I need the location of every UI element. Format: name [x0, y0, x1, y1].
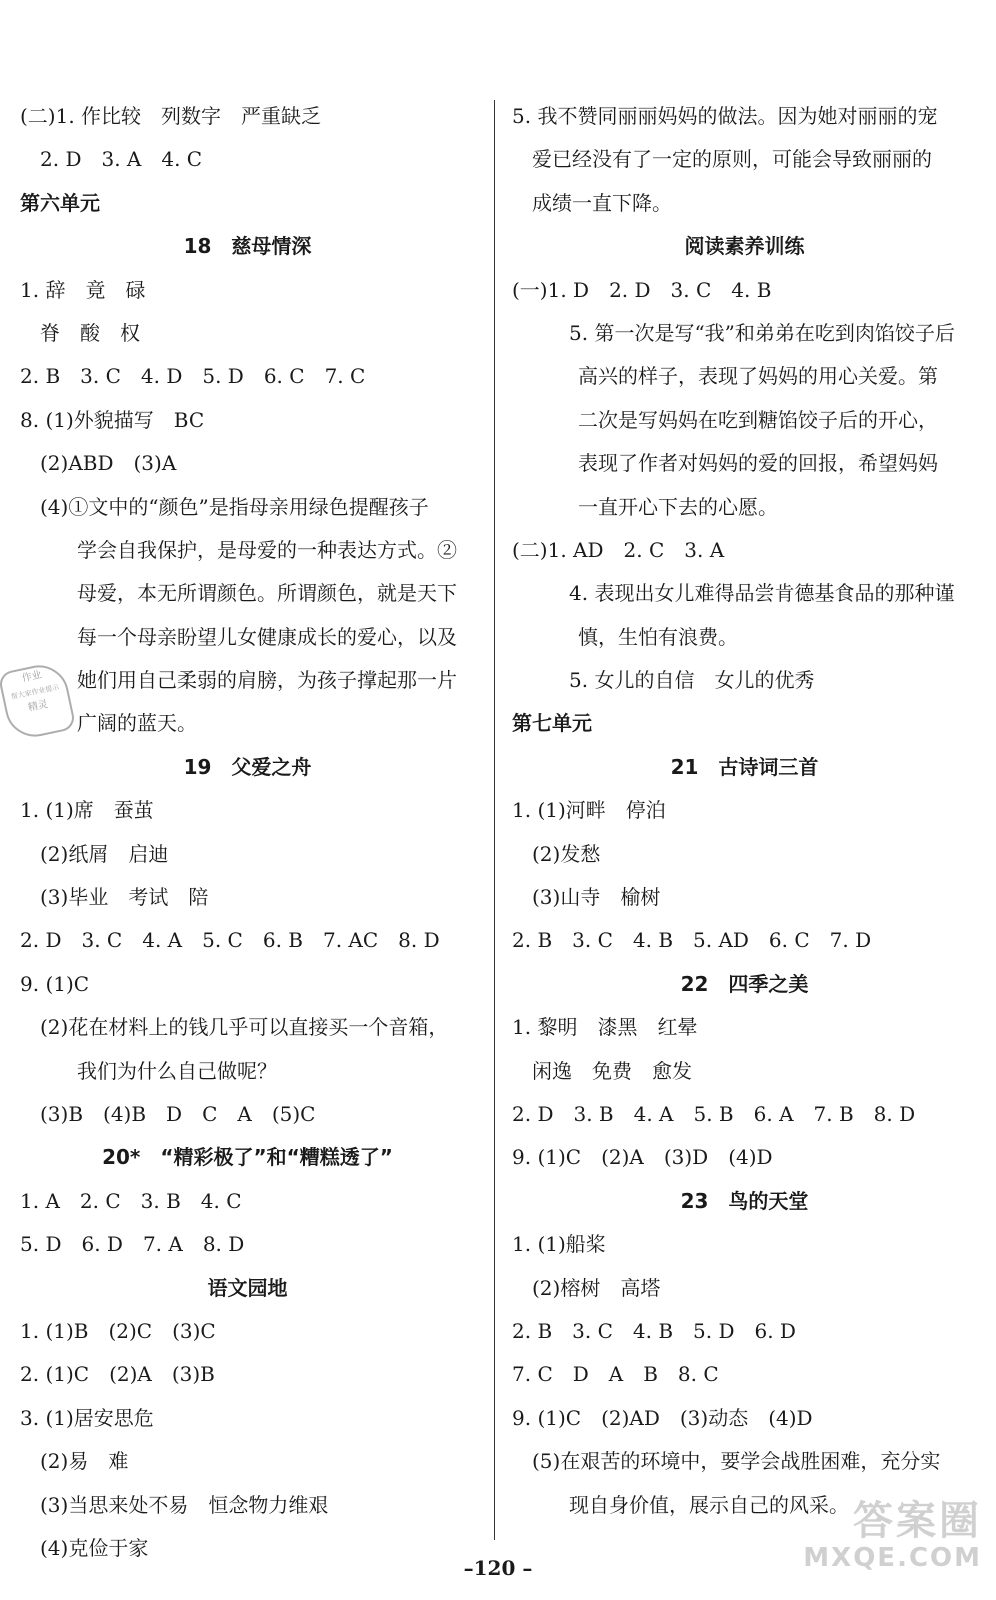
- page-number: –120 –: [463, 1556, 533, 1580]
- answer-line: 脊 酸 权: [40, 320, 140, 345]
- answer-line: 高兴的样子，表现了妈妈的用心关爱。第: [578, 364, 938, 389]
- answer-line: (4)①文中的“颜色”是指母亲用绿色提醒孩子: [40, 494, 429, 519]
- answer-line: 8. (1)外貌描写 BC: [20, 407, 205, 432]
- answer-line: 广阔的蓝天。: [77, 711, 197, 736]
- answer-line: 7. C D A B 8. C: [512, 1362, 719, 1387]
- answer-line: 5. 第一次是写“我”和弟弟在吃到肉馅饺子后: [569, 320, 955, 345]
- answer-line: 现自身价值，展示自己的风采。: [569, 1492, 849, 1517]
- answer-line: 1. 黎明 漆黑 红晕: [512, 1015, 698, 1040]
- answer-line: (2)易 难: [40, 1449, 129, 1474]
- answer-line: 5. 我不赞同丽丽妈妈的做法。因为她对丽丽的宠: [512, 104, 938, 128]
- answer-line: 4. 表现出女儿难得品尝肯德基食品的那种谨: [569, 581, 955, 606]
- watermark-line-1: 答案圈: [853, 1498, 982, 1544]
- answer-line: 一直开心下去的心愿。: [578, 494, 778, 519]
- stamp-line-1: 作业: [20, 669, 43, 685]
- column-divider: [494, 100, 495, 1540]
- answer-line: (二)1. AD 2. C 3. A: [512, 537, 725, 562]
- answer-line: (3)当思来处不易 恒念物力维艰: [40, 1492, 329, 1517]
- answer-line: (2)纸屑 启迪: [40, 841, 169, 866]
- section-heading: 阅读素养训练: [684, 234, 805, 259]
- answer-line: 5. 女儿的自信 女儿的优秀: [569, 668, 815, 693]
- answer-line: (3)毕业 考试 陪: [40, 885, 209, 910]
- unit-title: 第六单元: [20, 190, 100, 215]
- answer-line: 表现了作者对妈妈的爱的回报，希望妈妈: [578, 451, 938, 476]
- answer-line: 9. (1)C (2)AD (3)动态 (4)D: [512, 1405, 813, 1430]
- answer-line: 二次是写妈妈在吃到糖馅饺子后的开心，: [578, 407, 938, 432]
- answer-line: 1. 辞 竟 碌: [20, 277, 146, 302]
- answer-line: 2. B 3. C 4. B 5. D 6. D: [512, 1318, 796, 1343]
- answer-line: 1. (1)B (2)C (3)C: [20, 1318, 216, 1343]
- answer-line: 1. (1)船桨: [512, 1232, 606, 1257]
- section-heading: 19 父爱之舟: [183, 754, 312, 779]
- answer-line: 1. (1)席 蚕茧: [20, 798, 154, 823]
- watermark-line-2: MXQE.COM: [803, 1543, 982, 1573]
- answer-line: 1. (1)河畔 停泊: [512, 798, 666, 823]
- answer-line: (3)山寺 榆树: [532, 885, 661, 910]
- section-heading: 23 鸟的天堂: [680, 1188, 809, 1213]
- answer-line: (二)1. 作比较 列数字 严重缺乏: [20, 104, 322, 128]
- answer-line: (3)B (4)B D C A (5)C: [40, 1101, 316, 1126]
- answer-line: 2. D 3. B 4. A 5. B 6. A 7. B 8. D: [512, 1101, 916, 1126]
- answer-line: 学会自我保护，是母爱的一种表达方式。②: [77, 537, 457, 562]
- answer-line: 2. B 3. C 4. B 5. AD 6. C 7. D: [512, 928, 872, 953]
- answer-line: 2. B 3. C 4. D 5. D 6. C 7. C: [20, 364, 366, 389]
- answer-line: (2)榕树 高塔: [532, 1275, 661, 1300]
- answer-line: (2)花在材料上的钱几乎可以直接买一个音箱，: [40, 1015, 449, 1040]
- right-column: [512, 95, 977, 1527]
- answer-line: 闲逸 免费 愈发: [532, 1058, 692, 1083]
- section-heading: 语文园地: [207, 1275, 288, 1300]
- answer-line: 2. D 3. A 4. C: [40, 147, 203, 172]
- stamp-line-2: 帮大家作业提示: [10, 683, 60, 702]
- answer-line: 母爱，本无所谓颜色。所谓颜色，就是天下: [77, 581, 457, 606]
- answer-line: 成绩一直下降。: [532, 190, 672, 215]
- answer-line: (4)克俭于家: [40, 1535, 149, 1560]
- answer-line: 5. D 6. D 7. A 8. D: [20, 1232, 245, 1257]
- section-heading: 18 慈母情深: [183, 234, 312, 259]
- section-heading: 22 四季之美: [680, 971, 809, 996]
- answer-line: (2)ABD (3)A: [40, 451, 177, 476]
- answer-line: 1. A 2. C 3. B 4. C: [20, 1188, 242, 1213]
- stamp-line-3: 精灵: [27, 698, 50, 714]
- answer-line: (一)1. D 2. D 3. C 4. B: [512, 277, 772, 302]
- answer-line: 3. (1)居安思危: [20, 1405, 154, 1430]
- answer-line: 慎，生怕有浪费。: [578, 624, 738, 649]
- section-heading: 21 古诗词三首: [670, 754, 819, 779]
- left-column: [20, 95, 475, 1570]
- answer-line: (5)在艰苦的环境中，要学会战胜困难，充分实: [532, 1449, 941, 1474]
- answer-line: 我们为什么自己做呢？: [77, 1058, 277, 1083]
- answer-line: (2)发愁: [532, 841, 601, 866]
- section-heading: 20* “精彩极了”和“糟糕透了”: [102, 1145, 393, 1170]
- answer-line: 每一个母亲盼望儿女健康成长的爱心，以及: [77, 624, 457, 649]
- answer-line: 9. (1)C: [20, 971, 90, 996]
- answer-line: 2. D 3. C 4. A 5. C 6. B 7. AC 8. D: [20, 928, 440, 953]
- unit-title: 第七单元: [512, 711, 592, 736]
- site-watermark: [803, 1498, 982, 1572]
- answer-line: 她们用自己柔弱的肩膀，为孩子撑起那一片: [77, 668, 457, 693]
- answer-line: 2. (1)C (2)A (3)B: [20, 1362, 215, 1387]
- answer-line: 爱已经没有了一定的原则，可能会导致丽丽的: [532, 147, 932, 172]
- answer-line: 9. (1)C (2)A (3)D (4)D: [512, 1145, 773, 1170]
